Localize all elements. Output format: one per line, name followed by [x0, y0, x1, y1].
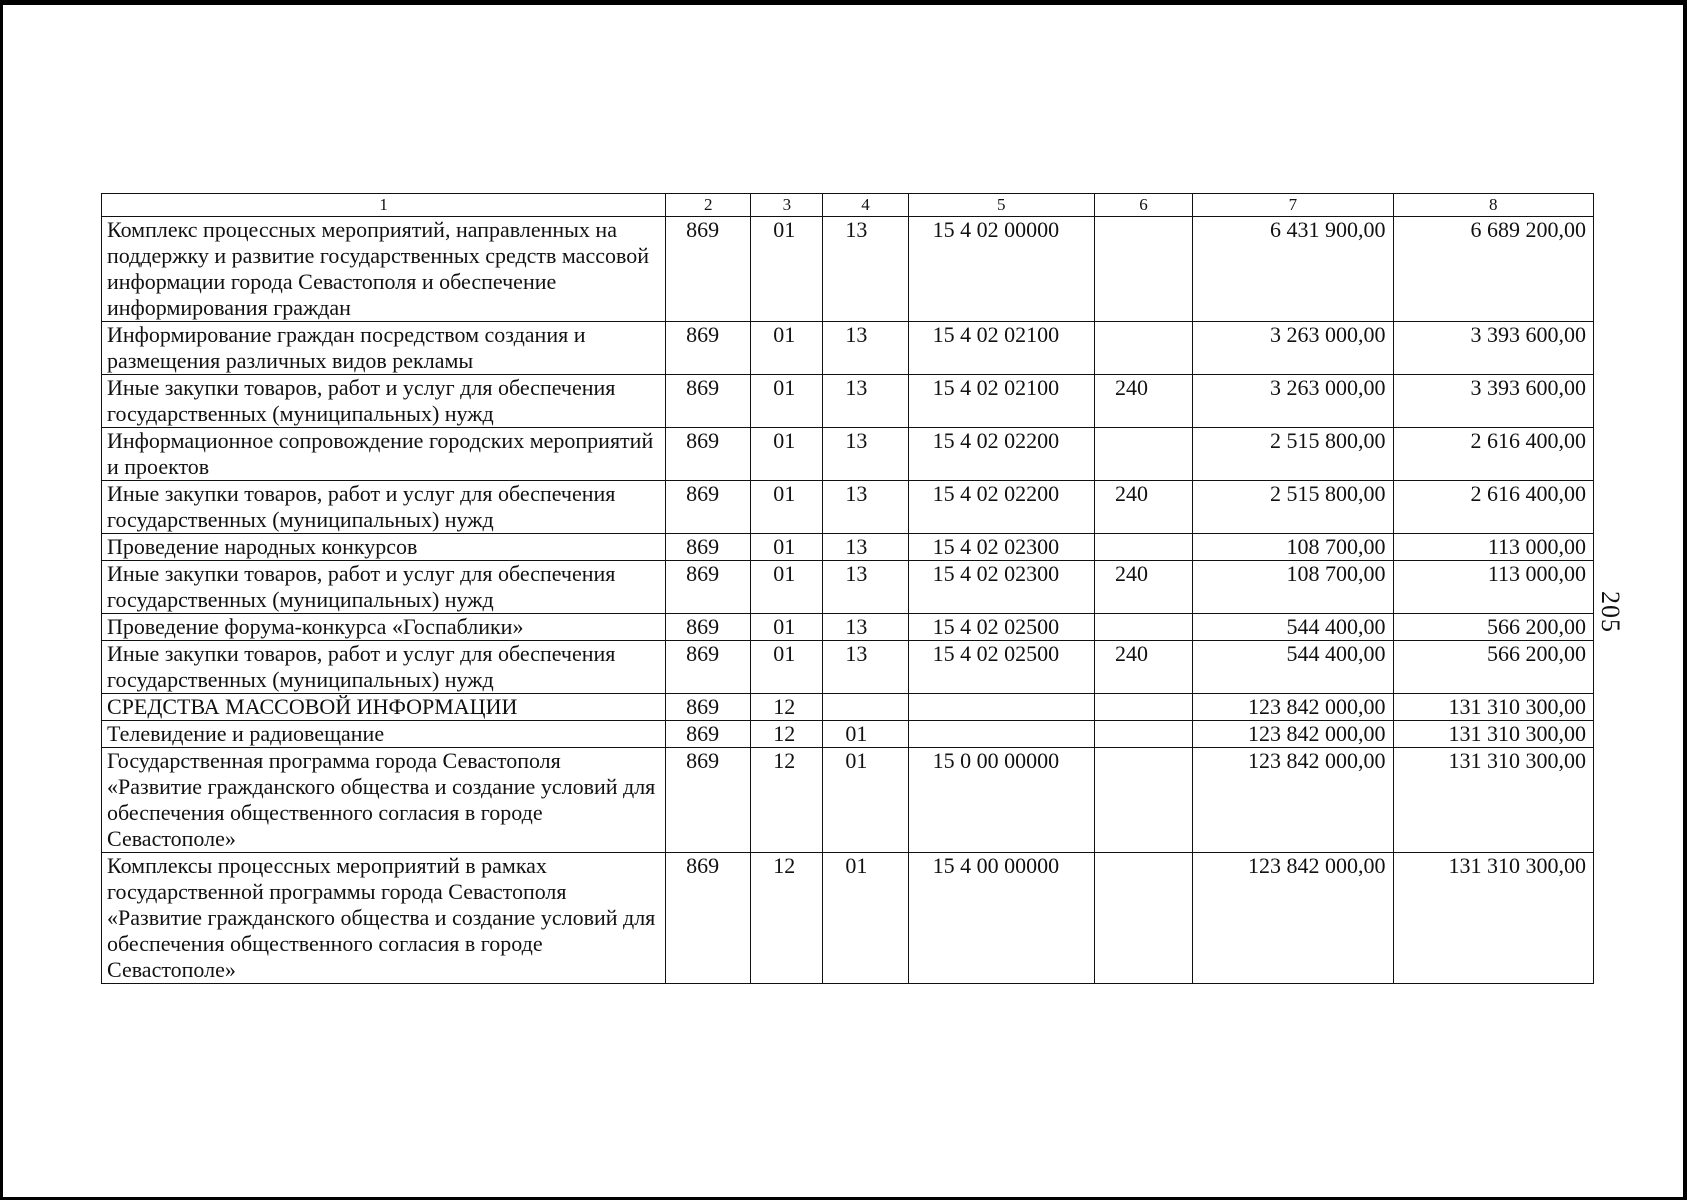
table-row [102, 322, 1594, 375]
row-name-cell: Государственная программа города Севастополя «Развитие гражданского общества и создание условий для обеспечения общественного согласия в городе Севастополе» [102, 748, 666, 853]
expense-type-cell [1094, 694, 1192, 721]
target-article-cell: 15 4 02 02300 [908, 534, 1094, 561]
amount-year2-cell: 2 616 400,00 [1393, 481, 1593, 534]
section-code-cell: 12 [751, 694, 823, 721]
expense-type-cell [1094, 534, 1192, 561]
amount-year2-cell: 131 310 300,00 [1393, 748, 1593, 853]
expense-type-cell [1094, 428, 1192, 481]
amount-year2-cell: 2 616 400,00 [1393, 428, 1593, 481]
subsection-code-cell: 13 [823, 534, 908, 561]
ministry-code-cell: 869 [666, 481, 751, 534]
amount-year1-cell: 108 700,00 [1193, 534, 1393, 561]
section-code-cell: 01 [751, 641, 823, 694]
amount-year2-cell: 113 000,00 [1393, 534, 1593, 561]
ministry-code-cell: 869 [666, 561, 751, 614]
amount-year1-cell: 544 400,00 [1193, 614, 1393, 641]
amount-year1-cell: 2 515 800,00 [1193, 428, 1393, 481]
amount-year2-cell: 131 310 300,00 [1393, 721, 1593, 748]
page-number: 205 [1596, 591, 1625, 633]
amount-year1-cell: 3 263 000,00 [1193, 375, 1393, 428]
table-row [102, 748, 1594, 853]
amount-year2-cell: 131 310 300,00 [1393, 853, 1593, 984]
section-code-cell: 12 [751, 748, 823, 853]
amount-year2-cell: 113 000,00 [1393, 561, 1593, 614]
amount-year1-cell: 123 842 000,00 [1193, 694, 1393, 721]
section-code-cell: 12 [751, 721, 823, 748]
expense-type-cell [1094, 748, 1192, 853]
header-cell: 7 [1193, 194, 1393, 217]
amount-year1-cell: 108 700,00 [1193, 561, 1393, 614]
expense-type-cell: 240 [1094, 561, 1192, 614]
section-code-cell: 12 [751, 853, 823, 984]
amount-year1-cell: 6 431 900,00 [1193, 217, 1393, 322]
expense-type-cell [1094, 322, 1192, 375]
amount-year1-cell: 123 842 000,00 [1193, 721, 1393, 748]
target-article-cell: 15 4 02 02200 [908, 481, 1094, 534]
header-cell: 3 [751, 194, 823, 217]
subsection-code-cell: 13 [823, 614, 908, 641]
subsection-code-cell: 01 [823, 853, 908, 984]
amount-year1-cell: 2 515 800,00 [1193, 481, 1393, 534]
table-row [102, 561, 1594, 614]
subsection-code-cell: 13 [823, 561, 908, 614]
section-code-cell: 01 [751, 534, 823, 561]
row-name-cell: Иные закупки товаров, работ и услуг для обеспечения государственных (муниципальных) нужд [102, 375, 666, 428]
section-code-cell: 01 [751, 375, 823, 428]
header-cell: 1 [102, 194, 666, 217]
expense-type-cell [1094, 853, 1192, 984]
target-article-cell [908, 721, 1094, 748]
section-code-cell: 01 [751, 217, 823, 322]
expense-type-cell [1094, 721, 1192, 748]
target-article-cell: 15 4 02 02300 [908, 561, 1094, 614]
subsection-code-cell [823, 694, 908, 721]
table-row [102, 614, 1594, 641]
budget-table [101, 193, 1594, 984]
row-name-cell: Проведение народных конкурсов [102, 534, 666, 561]
amount-year2-cell: 3 393 600,00 [1393, 375, 1593, 428]
target-article-cell: 15 4 00 00000 [908, 853, 1094, 984]
row-name-cell: СРЕДСТВА МАССОВОЙ ИНФОРМАЦИИ [102, 694, 666, 721]
ministry-code-cell: 869 [666, 217, 751, 322]
ministry-code-cell: 869 [666, 375, 751, 428]
target-article-cell: 15 4 02 02200 [908, 428, 1094, 481]
subsection-code-cell: 01 [823, 721, 908, 748]
ministry-code-cell: 869 [666, 748, 751, 853]
ministry-code-cell: 869 [666, 694, 751, 721]
section-code-cell: 01 [751, 614, 823, 641]
table-header-row [102, 194, 1594, 217]
target-article-cell: 15 4 02 02100 [908, 375, 1094, 428]
table-row [102, 853, 1594, 984]
row-name-cell: Комплекс процессных мероприятий, направленных на поддержку и развитие государственных средств массовой информации города Севастополя и обеспечение информирования граждан [102, 217, 666, 322]
amount-year2-cell: 566 200,00 [1393, 641, 1593, 694]
row-name-cell: Проведение форума-конкурса «Госпаблики» [102, 614, 666, 641]
row-name-cell: Информирование граждан посредством создания и размещения различных видов рекламы [102, 322, 666, 375]
subsection-code-cell: 13 [823, 322, 908, 375]
amount-year1-cell: 123 842 000,00 [1193, 853, 1393, 984]
row-name-cell: Иные закупки товаров, работ и услуг для обеспечения государственных (муниципальных) нужд [102, 481, 666, 534]
target-article-cell: 15 0 00 00000 [908, 748, 1094, 853]
section-code-cell: 01 [751, 322, 823, 375]
row-name-cell: Иные закупки товаров, работ и услуг для обеспечения государственных (муниципальных) нужд [102, 641, 666, 694]
subsection-code-cell: 13 [823, 217, 908, 322]
target-article-cell: 15 4 02 02100 [908, 322, 1094, 375]
amount-year2-cell: 3 393 600,00 [1393, 322, 1593, 375]
table-row [102, 721, 1594, 748]
expense-type-cell: 240 [1094, 481, 1192, 534]
table-row [102, 534, 1594, 561]
table-row [102, 481, 1594, 534]
subsection-code-cell: 01 [823, 748, 908, 853]
subsection-code-cell: 13 [823, 481, 908, 534]
table-row [102, 694, 1594, 721]
header-cell: 8 [1393, 194, 1593, 217]
ministry-code-cell: 869 [666, 641, 751, 694]
row-name-cell: Телевидение и радиовещание [102, 721, 666, 748]
amount-year1-cell: 3 263 000,00 [1193, 322, 1393, 375]
header-cell: 6 [1094, 194, 1192, 217]
subsection-code-cell: 13 [823, 375, 908, 428]
header-cell: 2 [666, 194, 751, 217]
target-article-cell: 15 4 02 00000 [908, 217, 1094, 322]
row-name-cell: Информационное сопровождение городских мероприятий и проектов [102, 428, 666, 481]
section-code-cell: 01 [751, 561, 823, 614]
section-code-cell: 01 [751, 428, 823, 481]
ministry-code-cell: 869 [666, 534, 751, 561]
ministry-code-cell: 869 [666, 428, 751, 481]
ministry-code-cell: 869 [666, 614, 751, 641]
ministry-code-cell: 869 [666, 721, 751, 748]
target-article-cell: 15 4 02 02500 [908, 614, 1094, 641]
ministry-code-cell: 869 [666, 853, 751, 984]
header-cell: 5 [908, 194, 1094, 217]
expense-type-cell [1094, 217, 1192, 322]
amount-year1-cell: 123 842 000,00 [1193, 748, 1393, 853]
table-row [102, 375, 1594, 428]
amount-year1-cell: 544 400,00 [1193, 641, 1393, 694]
expense-type-cell [1094, 614, 1192, 641]
amount-year2-cell: 131 310 300,00 [1393, 694, 1593, 721]
table-row [102, 428, 1594, 481]
target-article-cell [908, 694, 1094, 721]
row-name-cell: Иные закупки товаров, работ и услуг для обеспечения государственных (муниципальных) нужд [102, 561, 666, 614]
header-cell: 4 [823, 194, 908, 217]
row-name-cell: Комплексы процессных мероприятий в рамках государственной программы города Севастополя «Развитие гражданского общества и создание условий для обеспечения общественного согласия в городе Севастополе» [102, 853, 666, 984]
amount-year2-cell: 566 200,00 [1393, 614, 1593, 641]
expense-type-cell: 240 [1094, 375, 1192, 428]
table-row [102, 641, 1594, 694]
target-article-cell: 15 4 02 02500 [908, 641, 1094, 694]
table-row [102, 217, 1594, 322]
section-code-cell: 01 [751, 481, 823, 534]
subsection-code-cell: 13 [823, 428, 908, 481]
subsection-code-cell: 13 [823, 641, 908, 694]
ministry-code-cell: 869 [666, 322, 751, 375]
amount-year2-cell: 6 689 200,00 [1393, 217, 1593, 322]
expense-type-cell: 240 [1094, 641, 1192, 694]
